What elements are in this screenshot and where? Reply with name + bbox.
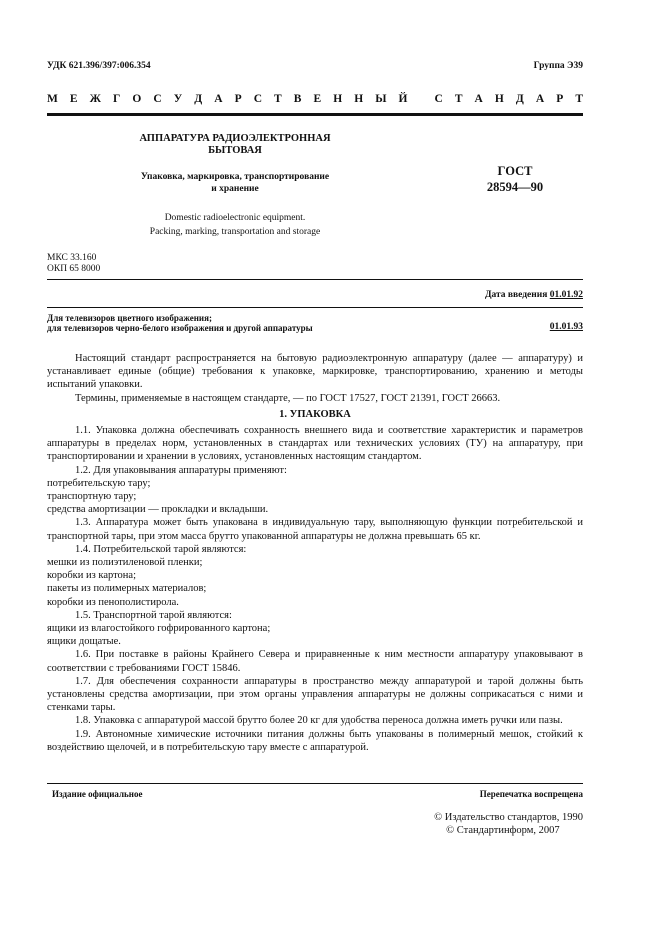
document-body bbox=[47, 352, 583, 754]
clause-1-9: 1.9. Автономные химические источники питания должны быть упакованы в полимерный мешок, стойкий к воздействию щелочей, и в потребительскую тару вместе с аппаратурой. bbox=[47, 728, 583, 753]
banner-letter: А bbox=[214, 93, 223, 105]
list-item: коробки из картона; bbox=[47, 570, 137, 582]
tv-date: 01.01.93 bbox=[549, 322, 583, 332]
banner-letter: А bbox=[474, 93, 483, 105]
clause-1-7: 1.7. Для обеспечения сохранности аппаратуры в пространство между аппаратурой и тарой должны быть установлены средства амортизации, при этом органы управления аппаратуры не должны соприкасаться с ними и стенками тары. bbox=[47, 675, 583, 714]
clause-1-6: 1.6. При поставке в районы Крайнего Севера и приравненные к ним местности аппаратуру упаковывают в соответствии с требованиями ГОСТ 15846. bbox=[47, 649, 583, 674]
banner-letter: Н bbox=[494, 93, 504, 105]
date-rule bbox=[47, 307, 583, 308]
banner-letter bbox=[420, 93, 423, 105]
banner-letter: Т bbox=[454, 93, 463, 105]
reprint-notice: Перепечатка воспрещена bbox=[479, 789, 583, 799]
header-rule bbox=[47, 113, 583, 116]
banner-letter: У bbox=[173, 93, 183, 105]
banner-letter: Т bbox=[274, 93, 282, 105]
title-line-2: БЫТОВАЯ bbox=[208, 145, 262, 156]
tv-line-2: для телевизоров черно-белого изображения и другой аппаратуры bbox=[47, 323, 313, 333]
official-edition: Издание официальное bbox=[52, 789, 143, 799]
banner-letter: В bbox=[293, 93, 302, 105]
title-line-1: АППАРАТУРА РАДИОЭЛЕКТРОННАЯ bbox=[139, 133, 331, 144]
subtitle-line-1: Упаковка, маркировка, транспортирование bbox=[140, 172, 330, 182]
gost-code: 28594—90 bbox=[486, 180, 544, 194]
footer-rule bbox=[47, 783, 583, 784]
english-title-line-1: Domestic radioelectronic equipment. bbox=[164, 213, 306, 223]
clause-1-1: 1.1. Упаковка должна обеспечивать сохранность внешнего вида и соответствие характеристик и параметров аппаратуры в пределах норм, установленных в стандартах или технических условиях (ТУ) на аппаратуру, при транспортировании и хранении в условиях, установленных настоящим стандартом. bbox=[47, 425, 583, 463]
okp-code: ОКП 65 8000 bbox=[47, 264, 101, 274]
banner-letter: Ж bbox=[89, 93, 101, 105]
interstate-standard-banner bbox=[47, 93, 583, 105]
group-code: Группа Э39 bbox=[533, 61, 583, 71]
codes-rule bbox=[47, 279, 583, 280]
banner-letter: М bbox=[47, 93, 58, 105]
banner-letter: Н bbox=[333, 93, 343, 105]
banner-letter: Е bbox=[313, 93, 322, 105]
copyright-block bbox=[434, 811, 583, 837]
banner-letter: Р bbox=[234, 93, 242, 105]
list-item: коробки из пенополистирола. bbox=[47, 596, 179, 608]
tv-line-1: Для телевизоров цветного изображения; bbox=[47, 313, 212, 323]
clause-1-3: 1.3. Аппаратура может быть упакована в индивидуальную тару, выполняющую функции потребительской и транспортной тары, при этом масса брутто упакованной аппаратуры не должна превышать 65 кг. bbox=[47, 517, 583, 542]
document-title bbox=[100, 133, 370, 157]
list-item: транспортную тару; bbox=[47, 491, 137, 503]
intro-date-label: Дата введения bbox=[484, 290, 548, 300]
banner-letter: Й bbox=[398, 93, 408, 105]
banner-letter: Р bbox=[556, 93, 564, 105]
paragraph-scope: Настоящий стандарт распространяется на бытовую радиоэлектронную аппаратуру (далее — аппаратуру) и устанавливает единые (общие) требования к упаковке, маркировке, транспортированию, хранению и методы испытаний упаковки. bbox=[47, 353, 583, 391]
banner-letter: Т bbox=[575, 93, 583, 105]
subtitle-line-2: и хранение bbox=[211, 184, 259, 194]
gost-number bbox=[470, 163, 560, 195]
banner-letter: Ы bbox=[375, 93, 387, 105]
banner-letter: С bbox=[153, 93, 162, 105]
paragraph-terms: Термины, применяемые в настоящем стандарте, — по ГОСТ 17527, ГОСТ 21391, ГОСТ 26663. bbox=[75, 392, 501, 404]
english-title-line-2: Packing, marking, transportation and storage bbox=[149, 227, 321, 237]
udk-code: УДК 621.396/397:006.354 bbox=[47, 61, 151, 71]
clause-1-8: 1.8. Упаковка с аппаратурой массой брутто более 20 кг для удобства переноса должна иметь ручки или пазы. bbox=[75, 715, 563, 727]
gost-label: ГОСТ bbox=[497, 164, 533, 178]
mks-code: МКС 33.160 bbox=[47, 253, 97, 263]
classification-codes bbox=[47, 253, 100, 275]
banner-letter: Д bbox=[515, 93, 524, 105]
english-title bbox=[100, 211, 370, 239]
tv-applicability bbox=[47, 313, 313, 333]
intro-date bbox=[485, 290, 583, 300]
banner-letter: Д bbox=[194, 93, 203, 105]
intro-date-value: 01.01.92 bbox=[549, 290, 583, 300]
clause-1-2: 1.2. Для упаковывания аппаратуры применяют: bbox=[75, 464, 287, 476]
clause-1-4: 1.4. Потребительской тарой являются: bbox=[75, 543, 247, 555]
banner-letter: С bbox=[253, 93, 262, 105]
banner-letter: О bbox=[132, 93, 142, 105]
banner-letter: Е bbox=[69, 93, 78, 105]
banner-letter: А bbox=[535, 93, 545, 105]
copyright-2007: © Стандартинформ, 2007 bbox=[446, 825, 560, 836]
list-item: пакеты из полимерных материалов; bbox=[47, 583, 207, 595]
list-item: ящики дощатые. bbox=[47, 636, 121, 648]
banner-letter: Г bbox=[113, 93, 121, 105]
list-item: ящики из влагостойкого гофрированного картона; bbox=[47, 623, 271, 635]
list-item: мешки из полиэтиленовой пленки; bbox=[47, 557, 203, 569]
document-subtitle bbox=[100, 171, 370, 195]
clause-1-5: 1.5. Транспортной тарой являются: bbox=[75, 609, 232, 621]
list-item: потребительскую тару; bbox=[47, 477, 151, 489]
list-item: средства амортизации — прокладки и вкладыши. bbox=[47, 504, 269, 516]
banner-letter: Н bbox=[354, 93, 364, 105]
banner-letter: С bbox=[434, 93, 443, 105]
copyright-1990: © Издательство стандартов, 1990 bbox=[434, 812, 583, 823]
section-heading: 1. УПАКОВКА bbox=[279, 408, 351, 420]
